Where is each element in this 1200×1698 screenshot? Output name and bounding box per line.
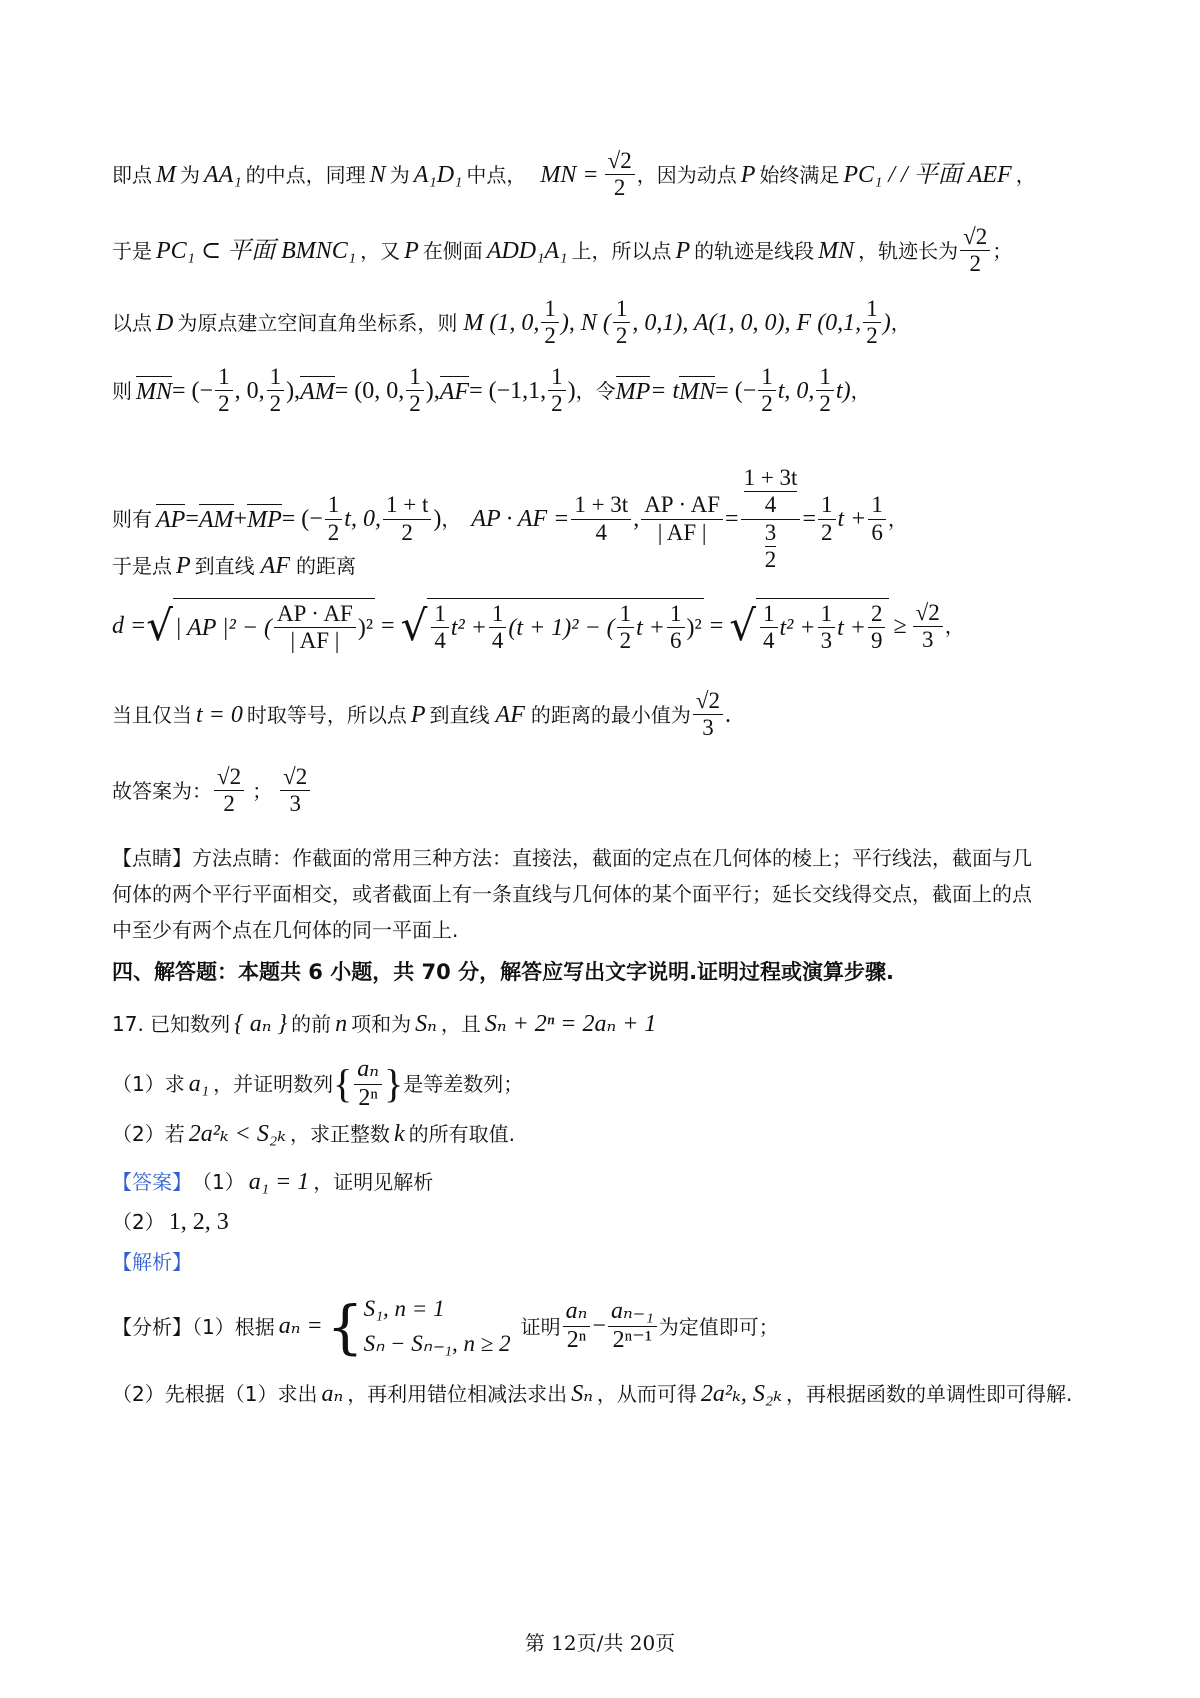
math: MN bbox=[818, 237, 855, 264]
text: ， bbox=[441, 507, 462, 532]
square-root: √ $\frac{1}{4}$ t² + $\frac{1}{3}$ t + $\frac{2}{9}$ bbox=[729, 598, 889, 655]
answer-label: 【答案】 bbox=[112, 1170, 192, 1195]
text: 到直线 bbox=[429, 702, 490, 727]
question-17-part-1: （1）求 a₁ ，并证明数列 { $\frac{\text{aₙ}}{\text{2ⁿ}}$ } 是等差数列； bbox=[112, 1056, 524, 1111]
line-4 bbox=[112, 364, 1110, 418]
text: ，又 bbox=[360, 238, 401, 263]
fraction: $\frac{√2}{2}$ bbox=[960, 224, 990, 278]
math: ) bbox=[433, 505, 442, 532]
text: ， bbox=[850, 378, 871, 403]
answer-part-2 bbox=[112, 1208, 1110, 1237]
fraction: $\frac{1}{2}$ bbox=[613, 296, 631, 350]
math: t = 0 bbox=[196, 701, 243, 728]
text: 上，所以点 bbox=[571, 238, 672, 263]
math: P bbox=[404, 237, 419, 264]
math: k bbox=[393, 1121, 405, 1147]
math: P bbox=[675, 237, 691, 264]
text: ，再根据函数的单调性即可得解. bbox=[785, 1382, 1073, 1407]
vector: MN bbox=[679, 376, 715, 407]
math: t, 0, bbox=[777, 377, 815, 404]
math: 2a²ₖ, S₂ₖ bbox=[700, 1381, 782, 1407]
text: ，证明见解析 bbox=[313, 1170, 434, 1195]
vector: MP bbox=[616, 376, 651, 407]
text: 为原点建立空间直角坐标系，则 bbox=[177, 310, 458, 335]
text: 【分析】（1）根据 bbox=[112, 1314, 275, 1339]
fraction: $\frac{√2}{3}$ bbox=[913, 600, 943, 654]
math: 1, 2, 3 bbox=[168, 1209, 229, 1235]
text: 到直线 bbox=[194, 554, 255, 579]
square-root: √ | AP |² − ( $\frac{AP \cdot AF}{| AF |}$ )² bbox=[146, 598, 375, 655]
text: （1） bbox=[192, 1170, 245, 1195]
text: （2）先根据（1）求出 bbox=[112, 1382, 318, 1407]
math: AF bbox=[260, 553, 290, 579]
fraction: $\frac{1}{2}$ bbox=[863, 296, 881, 350]
math: d = bbox=[112, 613, 147, 640]
fraction: $\frac{1}{2}$ bbox=[548, 364, 566, 418]
piecewise: S₁, n = 1 Sₙ − Sₙ₋₁, n ≥ 2 bbox=[363, 1296, 511, 1356]
text: ， bbox=[944, 614, 965, 639]
line-3 bbox=[112, 296, 1110, 350]
text: 的距离的最小值为 bbox=[530, 702, 691, 727]
math: + bbox=[233, 505, 248, 532]
text: 为 bbox=[180, 162, 200, 187]
math: ), bbox=[425, 377, 440, 404]
text: ； bbox=[992, 238, 1013, 263]
math: AA₁ bbox=[204, 161, 242, 188]
text: ，再利用错位相减法求出 bbox=[347, 1382, 568, 1407]
fraction: $\frac{1}{2}$ bbox=[267, 364, 285, 418]
line-9 bbox=[112, 764, 1110, 818]
text: 于是 bbox=[112, 238, 152, 263]
vector: AP bbox=[156, 504, 185, 535]
line-1 bbox=[112, 148, 1110, 202]
fraction: $\frac{1}{2}$ bbox=[758, 364, 776, 418]
math: aₙ bbox=[321, 1381, 344, 1407]
text: 为定值即可； bbox=[658, 1314, 779, 1339]
math: = bbox=[725, 505, 739, 532]
math: = (−1,1, bbox=[469, 377, 547, 404]
fraction: $\frac{\text{aₙ}}{\text{2ⁿ}}$ bbox=[563, 1298, 591, 1354]
fraction: $\frac{1}{2}$ bbox=[818, 492, 836, 546]
text: ，从而可得 bbox=[596, 1382, 697, 1407]
question-17 bbox=[112, 1010, 1110, 1039]
text: ， bbox=[887, 507, 908, 532]
fraction: $\frac{1 + t}{2}$ bbox=[383, 492, 431, 546]
fraction: $\frac{1}{2}$ bbox=[541, 296, 559, 350]
line-6 bbox=[112, 552, 1110, 581]
math: ), bbox=[286, 377, 301, 404]
text: （1）求 bbox=[112, 1072, 185, 1097]
math: D bbox=[156, 309, 174, 336]
math: = (− bbox=[281, 505, 323, 532]
tip-line-3: 中至少有两个点在几何体的同一平面上. bbox=[112, 918, 459, 942]
text: 始终满足 bbox=[759, 162, 840, 187]
text: 则有 bbox=[112, 507, 152, 532]
text: 则 bbox=[112, 378, 132, 403]
vector: AM bbox=[199, 504, 234, 535]
text: ，令 bbox=[575, 378, 616, 403]
math: PC₁ ⊂ 平面 BMNC₁ bbox=[156, 237, 357, 264]
tip-line-2: 何体的两个平行平面相交，或者截面上有一条直线与几何体的某个面平行；延长交线得交点，截面上的点 bbox=[112, 882, 1032, 906]
vector: MP bbox=[247, 504, 282, 535]
math: a₁ = 1 bbox=[248, 1169, 310, 1195]
math: , 0,1), A(1, 0, 0), F (0,1, bbox=[632, 309, 862, 336]
math: A₁D₁ bbox=[413, 161, 463, 188]
text: 项和为 bbox=[351, 1012, 412, 1037]
math: M bbox=[156, 161, 176, 188]
text: 的中点，同理 bbox=[245, 162, 366, 187]
text: 于是点 bbox=[112, 554, 172, 579]
math: Sₙ + 2ⁿ = 2aₙ + 1 bbox=[484, 1011, 657, 1037]
math: aₙ = bbox=[278, 1313, 323, 1340]
line-8 bbox=[112, 688, 1110, 742]
vector: MN bbox=[136, 376, 172, 407]
text: 在侧面 bbox=[422, 238, 483, 263]
text: ，且 bbox=[440, 1012, 481, 1037]
math: n bbox=[335, 1011, 348, 1037]
math: = t bbox=[650, 377, 680, 404]
math: t + bbox=[837, 505, 867, 532]
text: 即点 bbox=[112, 162, 152, 187]
fraction: $\frac{1}{6}$ bbox=[868, 492, 886, 546]
text: 证明 bbox=[520, 1314, 561, 1339]
text: 是等差数列； bbox=[403, 1072, 524, 1097]
math: P bbox=[740, 161, 756, 188]
fraction: $\frac{√2}{3}$ bbox=[280, 764, 310, 818]
text: 时取等号，所以点 bbox=[246, 702, 407, 727]
answer-line bbox=[112, 1168, 1110, 1197]
fraction: $\frac{1}{2}$ bbox=[406, 364, 424, 418]
fraction: $\frac{1}{2}$ bbox=[215, 364, 233, 418]
math: , bbox=[633, 505, 640, 532]
math: ) bbox=[567, 377, 576, 404]
text: 的所有取值. bbox=[408, 1122, 515, 1147]
text: 当且仅当 bbox=[112, 702, 192, 727]
math: = (− bbox=[172, 377, 214, 404]
text: 17. 已知数列 bbox=[112, 1012, 231, 1037]
fraction: $\frac{AP \cdot AF}{| AF |}$ bbox=[641, 492, 723, 546]
text: 以点 bbox=[112, 310, 152, 335]
math: AF bbox=[495, 701, 525, 728]
math: Sₙ bbox=[415, 1011, 437, 1037]
text: ，并证明数列 bbox=[213, 1072, 334, 1097]
text: （2）若 bbox=[112, 1122, 185, 1147]
fraction: $\frac{1 + 3t}{4}$ bbox=[571, 492, 631, 546]
text: ； bbox=[252, 778, 273, 803]
line-2 bbox=[112, 224, 1110, 278]
text: 的轨迹是线段 bbox=[694, 238, 815, 263]
math: . bbox=[725, 701, 731, 728]
math: = bbox=[802, 505, 816, 532]
fraction: $\frac{√2}{2}$ bbox=[605, 148, 635, 202]
math: 2a²ₖ < S₂ₖ bbox=[188, 1121, 286, 1147]
fraction: $\frac{1}{2}$ bbox=[325, 492, 343, 546]
math: , 0, bbox=[234, 377, 265, 404]
text: ， bbox=[890, 310, 911, 335]
question-17-part-2 bbox=[112, 1120, 1110, 1149]
math: a₁ bbox=[188, 1070, 210, 1097]
text: ，求正整数 bbox=[289, 1122, 390, 1147]
text: （2） bbox=[112, 1210, 165, 1235]
math: − bbox=[592, 1313, 606, 1340]
fraction: $\frac{\text{aₙ}}{\text{2ⁿ}}$ bbox=[354, 1056, 382, 1112]
text: ， bbox=[1015, 162, 1036, 187]
math: ADD₁A₁ bbox=[486, 237, 568, 264]
text: ，因为动点 bbox=[636, 162, 737, 187]
math: N bbox=[369, 161, 386, 188]
math: ≥ bbox=[893, 613, 907, 640]
math: t, 0, bbox=[344, 505, 381, 532]
math: t) bbox=[835, 377, 851, 404]
math: = bbox=[709, 613, 724, 640]
page-footer: 第 12页/共 20页 bbox=[524, 1631, 676, 1655]
analysis-label: 【解析】 bbox=[112, 1250, 192, 1274]
analysis-line-1: 【分析】（1）根据 aₙ = { S₁, n = 1 Sₙ − Sₙ₋₁, n ≥ 2 证明 $\frac{\text{aₙ}}{\text{2ⁿ}}$ − $\frac{\text{aₙ₋₁}}{\text{2ⁿ⁻¹}}$ 为定值即可； bbox=[112, 1292, 779, 1361]
math: M (1, 0, bbox=[463, 309, 540, 336]
text: 故答案为： bbox=[112, 778, 212, 803]
fraction: $\frac{1}{2}$ bbox=[816, 364, 834, 418]
section-heading: 四、解答题：本题共 6 小题，共 70 分，解答应写出文字说明.证明过程或演算步骤. bbox=[112, 960, 895, 984]
math: = (− bbox=[715, 377, 757, 404]
text: 中点， bbox=[466, 162, 527, 187]
math: ), N ( bbox=[560, 309, 611, 336]
compound-fraction: 1 + 3t 4 3 2 bbox=[741, 465, 801, 574]
math: PC₁ / / 平面 AEF bbox=[843, 161, 1012, 188]
math: ) bbox=[882, 309, 891, 336]
text: 的距离 bbox=[296, 554, 356, 579]
line-7 bbox=[112, 598, 1110, 655]
text: 为 bbox=[389, 162, 410, 187]
fraction: $\frac{√2}{2}$ bbox=[214, 764, 244, 818]
fraction: $\frac{√2}{3}$ bbox=[693, 688, 723, 742]
math: P bbox=[176, 553, 191, 579]
math: Sₙ bbox=[571, 1381, 593, 1407]
text: 的前 bbox=[291, 1012, 332, 1037]
math: = bbox=[381, 613, 395, 640]
text: ，轨迹长为 bbox=[858, 238, 959, 263]
vector: AM bbox=[300, 376, 335, 407]
fraction: $\frac{\text{aₙ₋₁}}{\text{2ⁿ⁻¹}}$ bbox=[608, 1298, 657, 1354]
math: { aₙ } bbox=[234, 1011, 288, 1037]
math: = (0, 0, bbox=[334, 377, 405, 404]
analysis-line-2 bbox=[112, 1380, 1110, 1409]
math: MN = bbox=[540, 161, 599, 188]
vector: AF bbox=[440, 376, 469, 407]
square-root: √ $\frac{1}{4}$ t² + $\frac{1}{4}$ (t + 1)² − ( $\frac{1}{2}$ t + $\frac{1}{6}$ )² bbox=[401, 598, 704, 655]
math: = bbox=[185, 505, 199, 532]
tip-line-1: 【点睛】方法点睛：作截面的常用三种方法：直接法，截面的定点在几何体的棱上；平行线法，截面与几 bbox=[112, 846, 1032, 870]
math: P bbox=[410, 701, 426, 728]
math: AP · AF = bbox=[471, 505, 570, 532]
